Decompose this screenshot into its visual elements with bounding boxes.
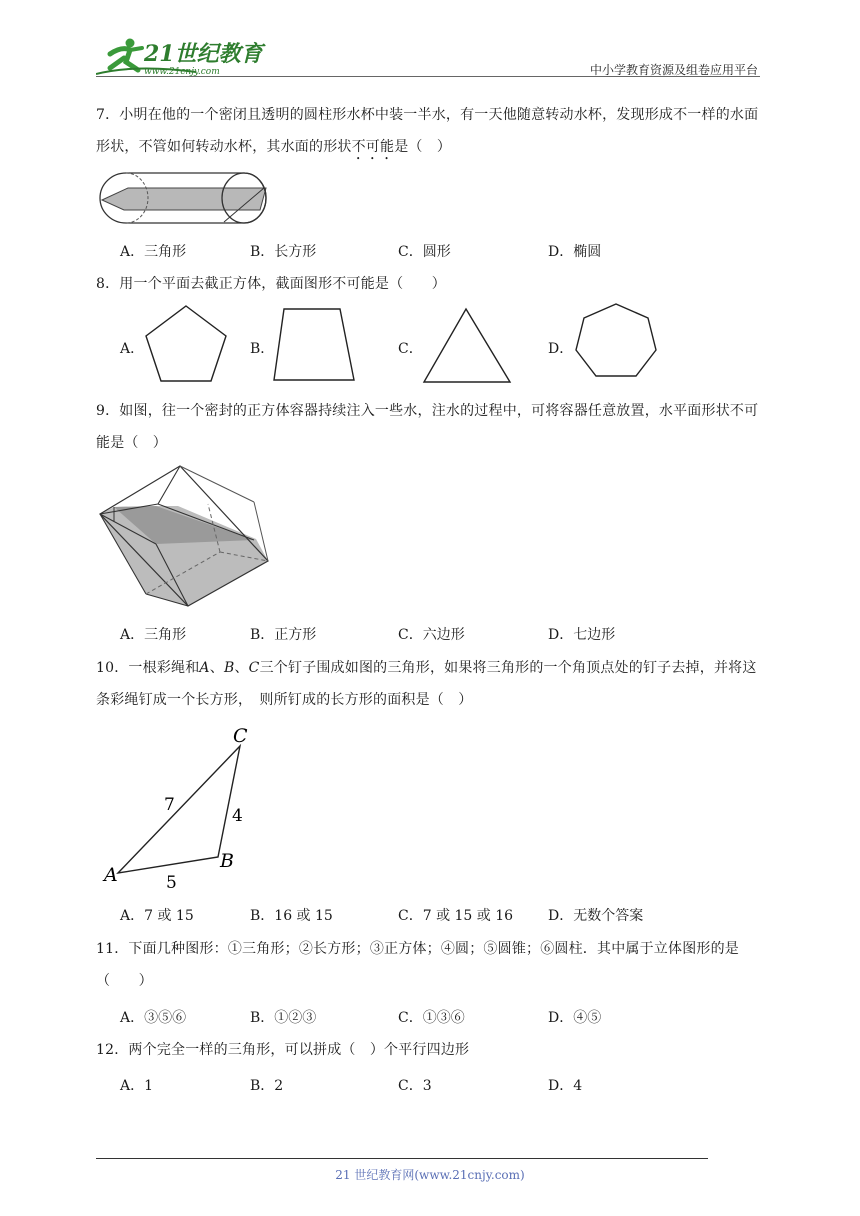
question-7-emphasis: 不可能 [351, 139, 395, 155]
page-footer[interactable]: 21 世纪教育网(www.21cnjy.com) [335, 1168, 525, 1182]
question-7 [96, 99, 760, 163]
logo-text: 21世纪教育 [144, 41, 263, 67]
footer-divider [96, 1158, 708, 1159]
question-10-options [120, 905, 760, 927]
option-d[interactable]: D． [548, 341, 574, 357]
question-8: 8．用一个平面去截正方体，截面图形不可能是（ ） [96, 276, 446, 292]
site-logo [96, 34, 266, 78]
option-d[interactable]: D．④⑤ [548, 1010, 602, 1026]
option-d[interactable]: D．七边形 [548, 627, 616, 643]
question-10: 10．一根彩绳和A、B、C三个钉子围成如图的三角形，如果将三角形的一个角顶点处的钉子去掉，并将这条彩绳钉成一个长方形， 则所钉成的长方形的面积是（ ） [96, 660, 757, 708]
option-b[interactable]: B． [250, 341, 275, 357]
question-9-options [120, 624, 760, 646]
option-a[interactable]: A．③⑤⑥ [120, 1010, 187, 1026]
option-b[interactable]: B．①②③ [250, 1010, 317, 1026]
option-c[interactable]: C．①③⑥ [398, 1010, 465, 1026]
question-12: 12．两个完全一样的三角形，可以拼成（ ）个平行四边形 [96, 1042, 470, 1058]
header-divider [96, 76, 760, 77]
side-ac-label: 7 [164, 795, 175, 815]
option-c[interactable]: C．六边形 [398, 627, 465, 643]
option-b[interactable]: B．16 或 15 [250, 908, 333, 924]
option-c[interactable]: C．圆形 [398, 244, 451, 260]
triangle-shape [420, 306, 514, 386]
option-a[interactable]: A．7 或 15 [120, 908, 194, 924]
side-ab-label: 5 [166, 873, 177, 892]
question-7-text: 7．小明在他的一个密闭且透明的圆柱形水杯中装一半水，有一天他随意转动水杯，发现形成不一样的水面形状，不管如何转动水杯，其水面的形状 [96, 107, 759, 155]
option-c[interactable]: C． [398, 341, 423, 357]
trapezoid-shape [270, 306, 360, 384]
side-bc-label: 4 [232, 806, 243, 826]
option-b[interactable]: B．2 [250, 1078, 284, 1094]
option-a[interactable]: A． [120, 341, 145, 357]
question-12-options [120, 1075, 760, 1097]
question-11-options [120, 1007, 760, 1029]
question-9: 9．如图，往一个密封的正方体容器持续注入一些水，注水的过程中，可将容器任意放置，水平面形状不可能是（ ） [96, 403, 759, 451]
triangle-abc-figure [96, 722, 266, 892]
option-b[interactable]: B．长方形 [250, 244, 317, 260]
page-header [96, 34, 760, 80]
cube-container-figure [96, 462, 272, 610]
option-d[interactable]: D．4 [548, 1078, 583, 1094]
vertex-b-label: B [220, 850, 234, 872]
pentagon-shape [142, 302, 232, 386]
cylinder-figure [98, 170, 272, 228]
vertex-c-label: C [233, 725, 248, 747]
option-c[interactable]: C．3 [398, 1078, 432, 1094]
option-b[interactable]: B．正方形 [250, 627, 317, 643]
option-d[interactable]: D．无数个答案 [548, 908, 644, 924]
question-7-options [120, 241, 760, 263]
option-d[interactable]: D．椭圆 [548, 244, 602, 260]
question-11: 11．下面几种图形：①三角形；②长方形；③正方体；④圆；⑤圆锥；⑥圆柱．其中属于立体图形的是（ ） [96, 941, 740, 989]
heptagon-shape [570, 300, 662, 386]
option-a[interactable]: A．1 [120, 1078, 154, 1094]
option-c[interactable]: C．7 或 15 或 16 [398, 908, 514, 924]
question-7-text-end: 是（ ） [394, 139, 452, 155]
logo-url: www.21cnjy.com [144, 67, 220, 77]
vertex-a-label: A [104, 864, 118, 886]
platform-name: 中小学教育资源及组卷应用平台 [589, 63, 758, 77]
option-a[interactable]: A．三角形 [120, 244, 187, 260]
option-a[interactable]: A．三角形 [120, 627, 187, 643]
